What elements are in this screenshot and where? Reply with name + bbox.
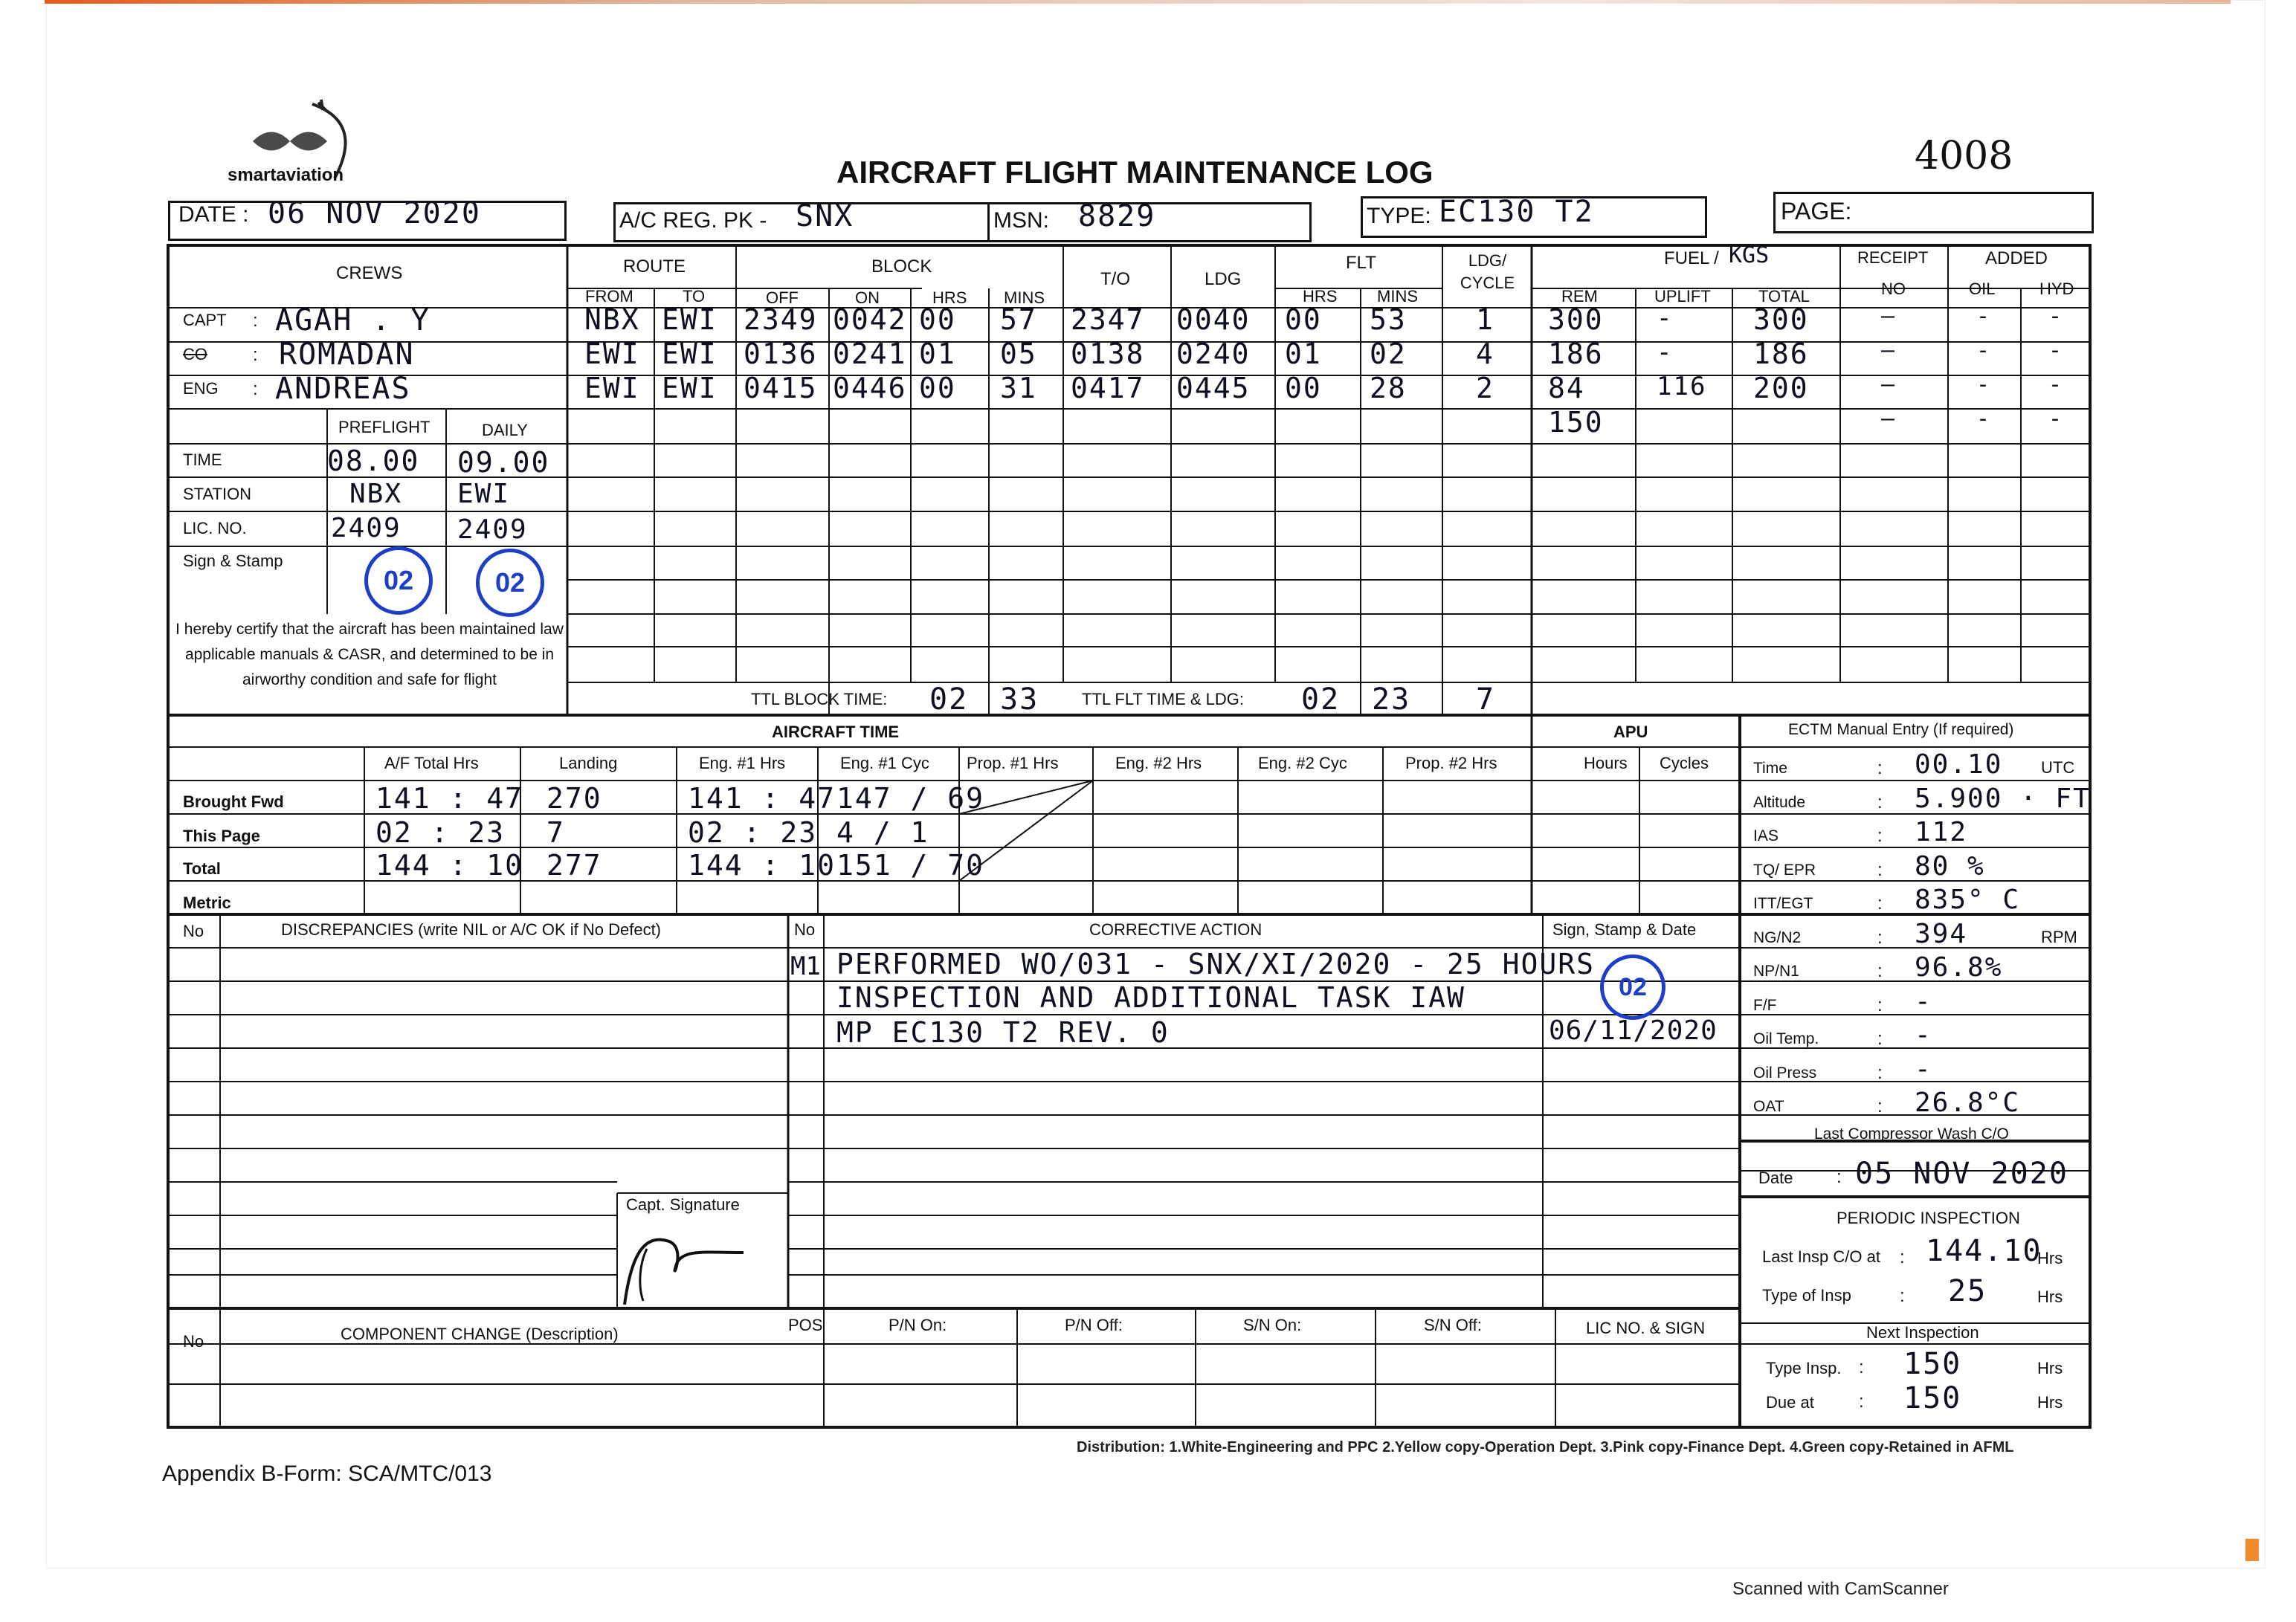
flight-1-oil: - <box>1976 303 1992 329</box>
ectm-value-9: - <box>1915 1020 1932 1050</box>
at-header-6: Eng. #2 Hrs <box>1115 754 1202 772</box>
col-hrs: HRS <box>932 288 967 307</box>
at-header-3: Eng. #1 Hrs <box>699 754 786 772</box>
flight-1-flt-mins: 53 <box>1370 303 1407 336</box>
ectm-value-7: 96.8% <box>1915 952 2003 983</box>
at-value-r1-c4: 147 / 69 <box>836 782 985 815</box>
comp-sn-on: S/N On: <box>1243 1316 1302 1334</box>
capt-label: CAPT <box>183 311 227 329</box>
ca-no-header: No <box>794 920 816 939</box>
msn-value: 8829 <box>1078 199 1156 233</box>
ttl-block-hrs: 02 <box>929 682 969 717</box>
flight-4-oil: - <box>1976 406 1992 432</box>
at-value-r2-c2: 7 <box>546 816 565 849</box>
ttl-ldg: 7 <box>1476 682 1496 717</box>
flight-4-hyd: - <box>2048 406 2064 432</box>
lic-preflight: 2409 <box>331 513 402 543</box>
preflight-header: PREFLIGHT <box>338 418 430 436</box>
flight-2-from: EWI <box>584 337 640 370</box>
last-insp-label: Last Insp C/O at <box>1762 1247 1880 1266</box>
comp-pos: POS <box>788 1316 823 1334</box>
ectm-value-3: 112 <box>1915 817 1968 847</box>
flight-3-flt-mins: 28 <box>1370 372 1407 404</box>
ectm-colon-8: : <box>1877 995 1883 1015</box>
flight-1-ldg: 0040 <box>1176 303 1251 336</box>
acreg-label: A/C REG. PK - <box>619 208 767 233</box>
flight-1-hrs: 00 <box>919 303 956 336</box>
sign-stamp-label: Sign & Stamp <box>183 552 283 570</box>
at-header-4: Eng. #1 Cyc <box>840 754 929 772</box>
type-value: EC130 T2 <box>1439 195 1594 229</box>
flight-3-from: EWI <box>584 372 640 404</box>
certify-text: I hereby certify that the aircraft has been maintained law applicable manuals & CASR, and determined to be in airworthy condition and safe for flight <box>175 621 564 688</box>
at-value-r1-c1: 141 : 47 <box>375 782 524 815</box>
flight-2-cycle: 4 <box>1476 337 1494 370</box>
capt-value: AGAH . Y <box>275 303 430 337</box>
ectm-value-1: 00.10 <box>1915 749 2003 780</box>
ttl-flt-mins: 23 <box>1372 682 1411 717</box>
comp-lic: LIC NO. & SIGN <box>1586 1319 1706 1337</box>
pilot2-label: CO <box>183 345 207 364</box>
lic-label: LIC. NO. <box>183 519 247 537</box>
lic-daily: 2409 <box>457 514 528 545</box>
compressor-date-label: Date <box>1758 1169 1793 1187</box>
logo-text: smartaviation <box>228 165 344 185</box>
ectm-label-10: Oil Press <box>1753 1064 1817 1082</box>
ca-entry-no: M1 <box>790 951 821 981</box>
ectm-value-11: 26.8°C <box>1915 1088 2021 1118</box>
flight-2-receipt: — <box>1881 337 1897 364</box>
ectm-title: ECTM Manual Entry (If required) <box>1788 721 2014 738</box>
flight-2-to: EWI <box>662 337 718 370</box>
col-added: ADDED <box>1985 248 2048 268</box>
ectm-unit-1: UTC <box>2041 758 2075 777</box>
ectm-label-7: NP/N1 <box>1753 963 1799 980</box>
ca-title: CORRECTIVE ACTION <box>1089 920 1263 939</box>
flight-1-from: NBX <box>584 303 640 336</box>
apu-title: APU <box>1613 723 1648 741</box>
ectm-value-4: 80 % <box>1915 851 1985 882</box>
at-header-5: Prop. #1 Hrs <box>967 754 1059 772</box>
ectm-label-6: NG/N2 <box>1753 929 1802 946</box>
col-takeoff: T/O <box>1100 269 1130 289</box>
sign-title: Sign, Stamp & Date <box>1552 920 1697 939</box>
at-header-1: A/F Total Hrs <box>384 754 479 772</box>
ectm-value-6: 394 <box>1915 919 1968 949</box>
ectm-value-5: 835° C <box>1915 885 2021 915</box>
time-preflight: 08.00 <box>327 445 420 477</box>
time-label: TIME <box>183 450 222 469</box>
capt-signature-scribble <box>617 1219 758 1308</box>
ectm-value-10: - <box>1915 1054 1932 1085</box>
comp-pn-off: P/N Off: <box>1065 1316 1123 1334</box>
appendix-text: Appendix B-Form: SCA/MTC/013 <box>162 1461 492 1486</box>
col-rem: REM <box>1561 287 1598 306</box>
page-label: PAGE: <box>1781 198 1852 224</box>
flight-4-receipt: — <box>1881 406 1897 432</box>
daily-header: DAILY <box>482 421 528 439</box>
ectm-label-2: Altitude <box>1753 794 1806 811</box>
type-insp-label: Type of Insp <box>1762 1286 1851 1305</box>
ectm-label-3: IAS <box>1753 827 1779 844</box>
flight-2-flt-hrs: 01 <box>1285 337 1322 370</box>
flight-3-flt-hrs: 00 <box>1285 372 1322 404</box>
eng-label: ENG <box>183 379 219 398</box>
last-insp-hrs: Hrs <box>2037 1249 2063 1267</box>
col-mins: MINS <box>1004 288 1045 307</box>
col-uplift: UPLIFT <box>1654 287 1711 306</box>
flight-3-cycle: 2 <box>1476 372 1494 404</box>
log-number: 4008 <box>1915 134 2013 178</box>
page-title: AIRCRAFT FLIGHT MAINTENANCE LOG <box>836 155 1434 190</box>
at-value-r3-c1: 144 : 10 <box>375 849 524 882</box>
ectm-label-11: OAT <box>1753 1098 1784 1115</box>
col-total: TOTAL <box>1758 287 1810 306</box>
comp-no-header: No <box>183 1332 204 1351</box>
ectm-value-8: - <box>1915 986 1932 1017</box>
col-from: FROM <box>585 287 633 306</box>
flight-3-to: EWI <box>662 372 718 404</box>
disc-no-header: No <box>183 922 204 940</box>
flight-1-rem: 300 <box>1548 303 1604 336</box>
flight-2-off: 0136 <box>744 337 818 370</box>
comp-title: COMPONENT CHANGE (Description) <box>341 1325 619 1343</box>
disc-title: DISCREPANCIES (write NIL or A/C OK if No Defect) <box>281 920 662 939</box>
flight-3-rem: 84 <box>1548 372 1585 404</box>
due-value: 150 <box>1903 1381 1962 1415</box>
ca-line-3: MP EC130 T2 REV. 0 <box>836 1016 1170 1049</box>
compressor-date: 05 NOV 2020 <box>1855 1157 2068 1191</box>
ectm-colon-6: : <box>1877 928 1883 948</box>
at-value-r1-c2: 270 <box>546 782 602 815</box>
next-insp-title: Next Inspection <box>1866 1323 1979 1342</box>
ttl-block-label: TTL BLOCK TIME: <box>751 690 888 708</box>
due-label: Due at <box>1766 1393 1814 1412</box>
flight-2-flt-mins: 02 <box>1370 337 1407 370</box>
comp-sn-off: S/N Off: <box>1424 1316 1482 1334</box>
col-block: BLOCK <box>871 256 932 277</box>
at-value-r2-c4: 4 / 1 <box>836 816 929 849</box>
station-preflight: NBX <box>349 479 403 509</box>
col-fuel: FUEL / <box>1664 248 1719 268</box>
type-insp-value: 25 <box>1948 1274 1987 1308</box>
col-off: OFF <box>766 288 799 307</box>
col-to: TO <box>683 287 706 306</box>
at-row-label-4: Metric <box>183 894 231 912</box>
flight-2-hyd: - <box>2048 337 2064 364</box>
aircraft-time-title: AIRCRAFT TIME <box>772 723 900 741</box>
flight-1-uplift: - <box>1657 303 1674 333</box>
flight-2-total: 186 <box>1753 337 1809 370</box>
flight-1-hyd: - <box>2048 303 2064 329</box>
flight-3-to-time: 0417 <box>1071 372 1145 404</box>
ectm-colon-2: : <box>1877 792 1883 812</box>
ectm-colon-11: : <box>1877 1096 1883 1117</box>
due-hrs: Hrs <box>2037 1393 2063 1412</box>
flight-1-receipt: — <box>1881 303 1897 329</box>
next-type-value: 150 <box>1903 1347 1962 1381</box>
flight-1-flt-hrs: 00 <box>1285 303 1322 336</box>
ectm-unit-6: RPM <box>2041 928 2077 946</box>
ttl-flt-label: TTL FLT TIME & LDG: <box>1082 690 1245 708</box>
ectm-label-8: F/F <box>1753 997 1777 1014</box>
flight-2-ldg: 0240 <box>1176 337 1251 370</box>
station-label: STATION <box>183 485 252 503</box>
ca-sign-date: 06/11/2020 <box>1549 1015 1718 1046</box>
ttl-block-mins: 33 <box>1000 682 1039 717</box>
at-row-label-1: Brought Fwd <box>183 792 284 811</box>
ectm-label-9: Oil Temp. <box>1753 1030 1819 1047</box>
ectm-colon-7: : <box>1877 961 1883 981</box>
flight-3-oil: - <box>1976 372 1992 398</box>
flight-3-hrs: 00 <box>919 372 956 404</box>
flight-1-to-time: 2347 <box>1071 303 1145 336</box>
last-insp-value: 144.10 <box>1926 1234 2042 1268</box>
ca-line-2: INSPECTION AND ADDITIONAL TASK IAW <box>836 981 1465 1014</box>
msn-label: MSN: <box>993 208 1049 233</box>
date-value: 06 NOV 2020 <box>268 196 481 230</box>
col-flt: FLT <box>1346 253 1376 273</box>
ectm-value-2: 5.900 · FT <box>1915 783 2091 814</box>
next-type-label: Type Insp. <box>1766 1359 1842 1377</box>
col-crews: CREWS <box>336 263 403 283</box>
at-row-label-3: Total <box>183 859 221 878</box>
flight-1-total: 300 <box>1753 303 1809 336</box>
flight-3-total: 200 <box>1753 372 1809 404</box>
flight-1-to: EWI <box>662 303 718 336</box>
ectm-colon-3: : <box>1877 826 1883 846</box>
flight-2-hrs: 01 <box>919 337 956 370</box>
compressor-title: Last Compressor Wash C/O <box>1814 1125 2009 1143</box>
ectm-label-4: TQ/ EPR <box>1753 862 1816 879</box>
acreg-value: SNX <box>796 199 854 233</box>
col-flt-hrs: HRS <box>1303 287 1338 306</box>
at-value-r3-c2: 277 <box>546 849 602 882</box>
flight-1-mins: 57 <box>1000 303 1037 336</box>
flight-3-receipt: — <box>1881 372 1897 398</box>
ca-line-1: PERFORMED WO/031 - SNX/XI/2020 - 25 HOURS <box>836 948 1595 980</box>
stamp-preflight: 02 <box>364 546 433 615</box>
apu-cycles: Cycles <box>1660 754 1709 772</box>
col-on: ON <box>855 288 880 307</box>
at-value-r2-c3: 02 : 23 <box>688 816 818 849</box>
col-ldg-cycle: LDG/ CYCLE <box>1460 251 1515 292</box>
ectm-colon-5: : <box>1877 894 1883 914</box>
at-value-r2-c1: 02 : 23 <box>375 816 506 849</box>
type-insp-hrs: Hrs <box>2037 1287 2063 1306</box>
type-label: TYPE: <box>1367 204 1431 228</box>
capt-signature-label: Capt. Signature <box>626 1195 740 1214</box>
flight-3-uplift: 116 <box>1657 372 1707 401</box>
flight-2-rem: 186 <box>1548 337 1604 370</box>
col-receipt-no: NO <box>1881 280 1906 298</box>
ttl-flt-hrs: 02 <box>1301 682 1341 717</box>
ca-stamp: 02 <box>1600 954 1665 1020</box>
col-ldg: LDG <box>1205 269 1242 289</box>
at-header-2: Landing <box>559 754 618 772</box>
ectm-colon-9: : <box>1877 1029 1883 1049</box>
col-fuel-unit: KGS <box>1729 242 1770 268</box>
flight-3-on: 0446 <box>833 372 907 404</box>
ectm-colon-1: : <box>1877 758 1883 778</box>
ectm-label-5: ITT/EGT <box>1753 895 1813 912</box>
scanner-watermark: Scanned with CamScanner <box>1732 1579 1949 1599</box>
col-receipt: RECEIPT <box>1857 248 1929 267</box>
ectm-colon-10: : <box>1877 1063 1883 1083</box>
flight-3-mins: 31 <box>1000 372 1037 404</box>
at-value-r3-c4: 151 / 70 <box>836 849 985 882</box>
periodic-title: PERIODIC INSPECTION <box>1837 1209 2020 1227</box>
flight-2-mins: 05 <box>1000 337 1037 370</box>
at-header-8: Prop. #2 Hrs <box>1405 754 1497 772</box>
time-daily: 09.00 <box>457 446 550 479</box>
distribution-text: Distribution: 1.White-Engineering and PPC 2.Yellow copy-Operation Dept. 3.Pink copy-Finance Dept. 4.Green copy-Retained in AFML <box>1077 1439 2014 1455</box>
flight-1-on: 0042 <box>833 303 907 336</box>
flight-3-ldg: 0445 <box>1176 372 1251 404</box>
at-row-label-2: This Page <box>183 827 260 845</box>
pilot2-value: ROMADAN <box>279 337 415 372</box>
col-oil: OIL <box>1969 280 1996 298</box>
at-value-r3-c3: 144 : 10 <box>688 849 836 882</box>
flight-2-oil: - <box>1976 337 1992 364</box>
col-hyd: HYD <box>2039 280 2074 298</box>
flight-4-rem: 150 <box>1548 406 1604 439</box>
col-flt-mins: MINS <box>1377 287 1418 306</box>
flight-2-uplift: - <box>1657 337 1674 367</box>
flight-2-on: 0241 <box>833 337 907 370</box>
next-type-hrs: Hrs <box>2037 1359 2063 1377</box>
col-route: ROUTE <box>623 256 686 277</box>
station-daily: EWI <box>457 479 511 509</box>
at-header-7: Eng. #2 Cyc <box>1258 754 1347 772</box>
flight-1-off: 2349 <box>744 303 818 336</box>
eng-value: ANDREAS <box>275 372 411 406</box>
flight-3-hyd: - <box>2048 372 2064 398</box>
at-value-r1-c3: 141 : 47 <box>688 782 836 815</box>
comp-pn-on: P/N On: <box>889 1316 947 1334</box>
stamp-daily: 02 <box>476 549 544 617</box>
ectm-label-1: Time <box>1753 760 1787 777</box>
ectm-colon-4: : <box>1877 860 1883 880</box>
flight-3-off: 0415 <box>744 372 818 404</box>
date-label: DATE : <box>178 202 249 227</box>
apu-hours: Hours <box>1584 754 1628 772</box>
flight-1-cycle: 1 <box>1476 303 1494 336</box>
flight-2-to-time: 0138 <box>1071 337 1145 370</box>
